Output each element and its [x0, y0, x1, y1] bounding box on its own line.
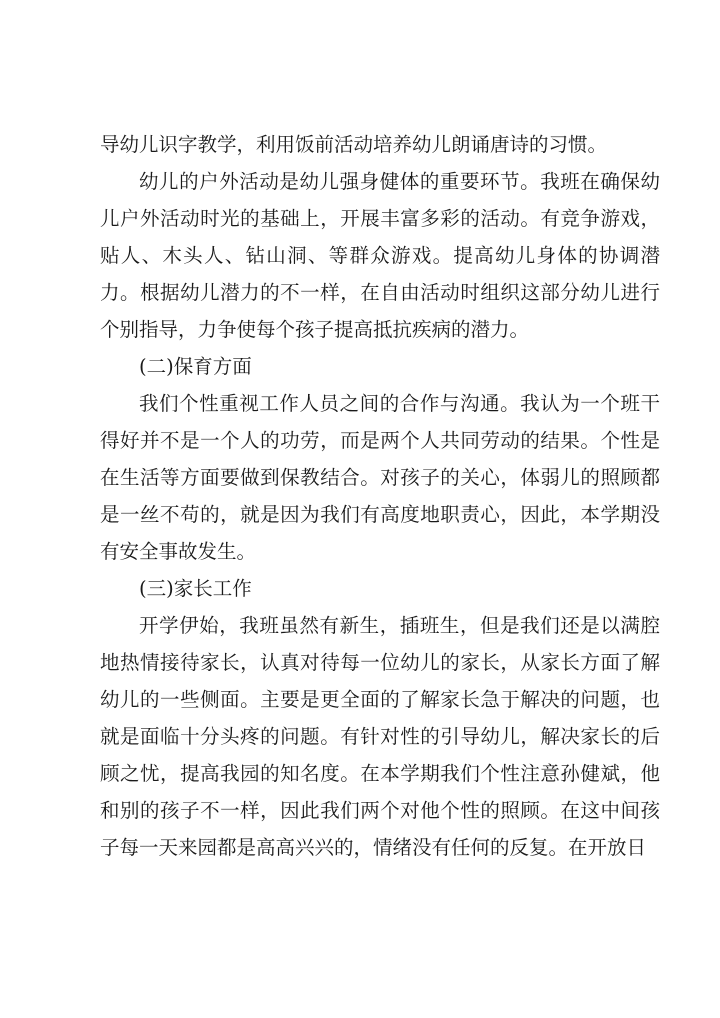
paragraph-outdoor-activities: 幼儿的户外活动是幼儿强身健体的重要环节。我班在确保幼儿户外活动时光的基础上，开展丰富多彩的活动。有竞争游戏，贴人、木头人、钻山洞、等群众游戏。提高幼儿身体的协调潜力。根据幼儿潜力的不一样，在自由活动时组织这部分幼儿进行个别指导，力争使每个孩子提高抵抗疾病的潜力。	[100, 170, 660, 341]
paragraph-care: 我们个性重视工作人员之间的合作与沟通。我认为一个班干得好并不是一个人的功劳，而是两个人共同劳动的结果。个性是在生活等方面要做到保教结合。对孩子的关心，体弱儿的照顾都是一丝不苟的，就是因为我们有高度地职责心，因此，本学期没有安全事故发生。	[100, 392, 660, 563]
paragraph-parents: 开学伊始，我班虽然有新生，插班生，但是我们还是以满腔地热情接待家长，认真对待每一位幼儿的家长，从家长方面了解幼儿的一些侧面。主要是更全面的了解家长急于解决的问题，也就是面临十分头疼的问题。有针对性的引导幼儿，解决家长的后顾之忧，提高我园的知名度。在本学期我们个性注意孙健斌，他和别的孩子不一样，因此我们两个对他个性的照顾。在这中间孩子每一天来园都是高高兴兴的，情绪没有任何的反复。在开放日	[100, 614, 660, 859]
paragraph-continuation: 导幼儿识字教学，利用饭前活动培养幼儿朗诵唐诗的习惯。	[100, 133, 608, 156]
section-heading-parents: (三)家长工作	[139, 577, 252, 600]
section-heading-care: (二)保育方面	[139, 355, 252, 378]
document-body	[100, 126, 660, 866]
